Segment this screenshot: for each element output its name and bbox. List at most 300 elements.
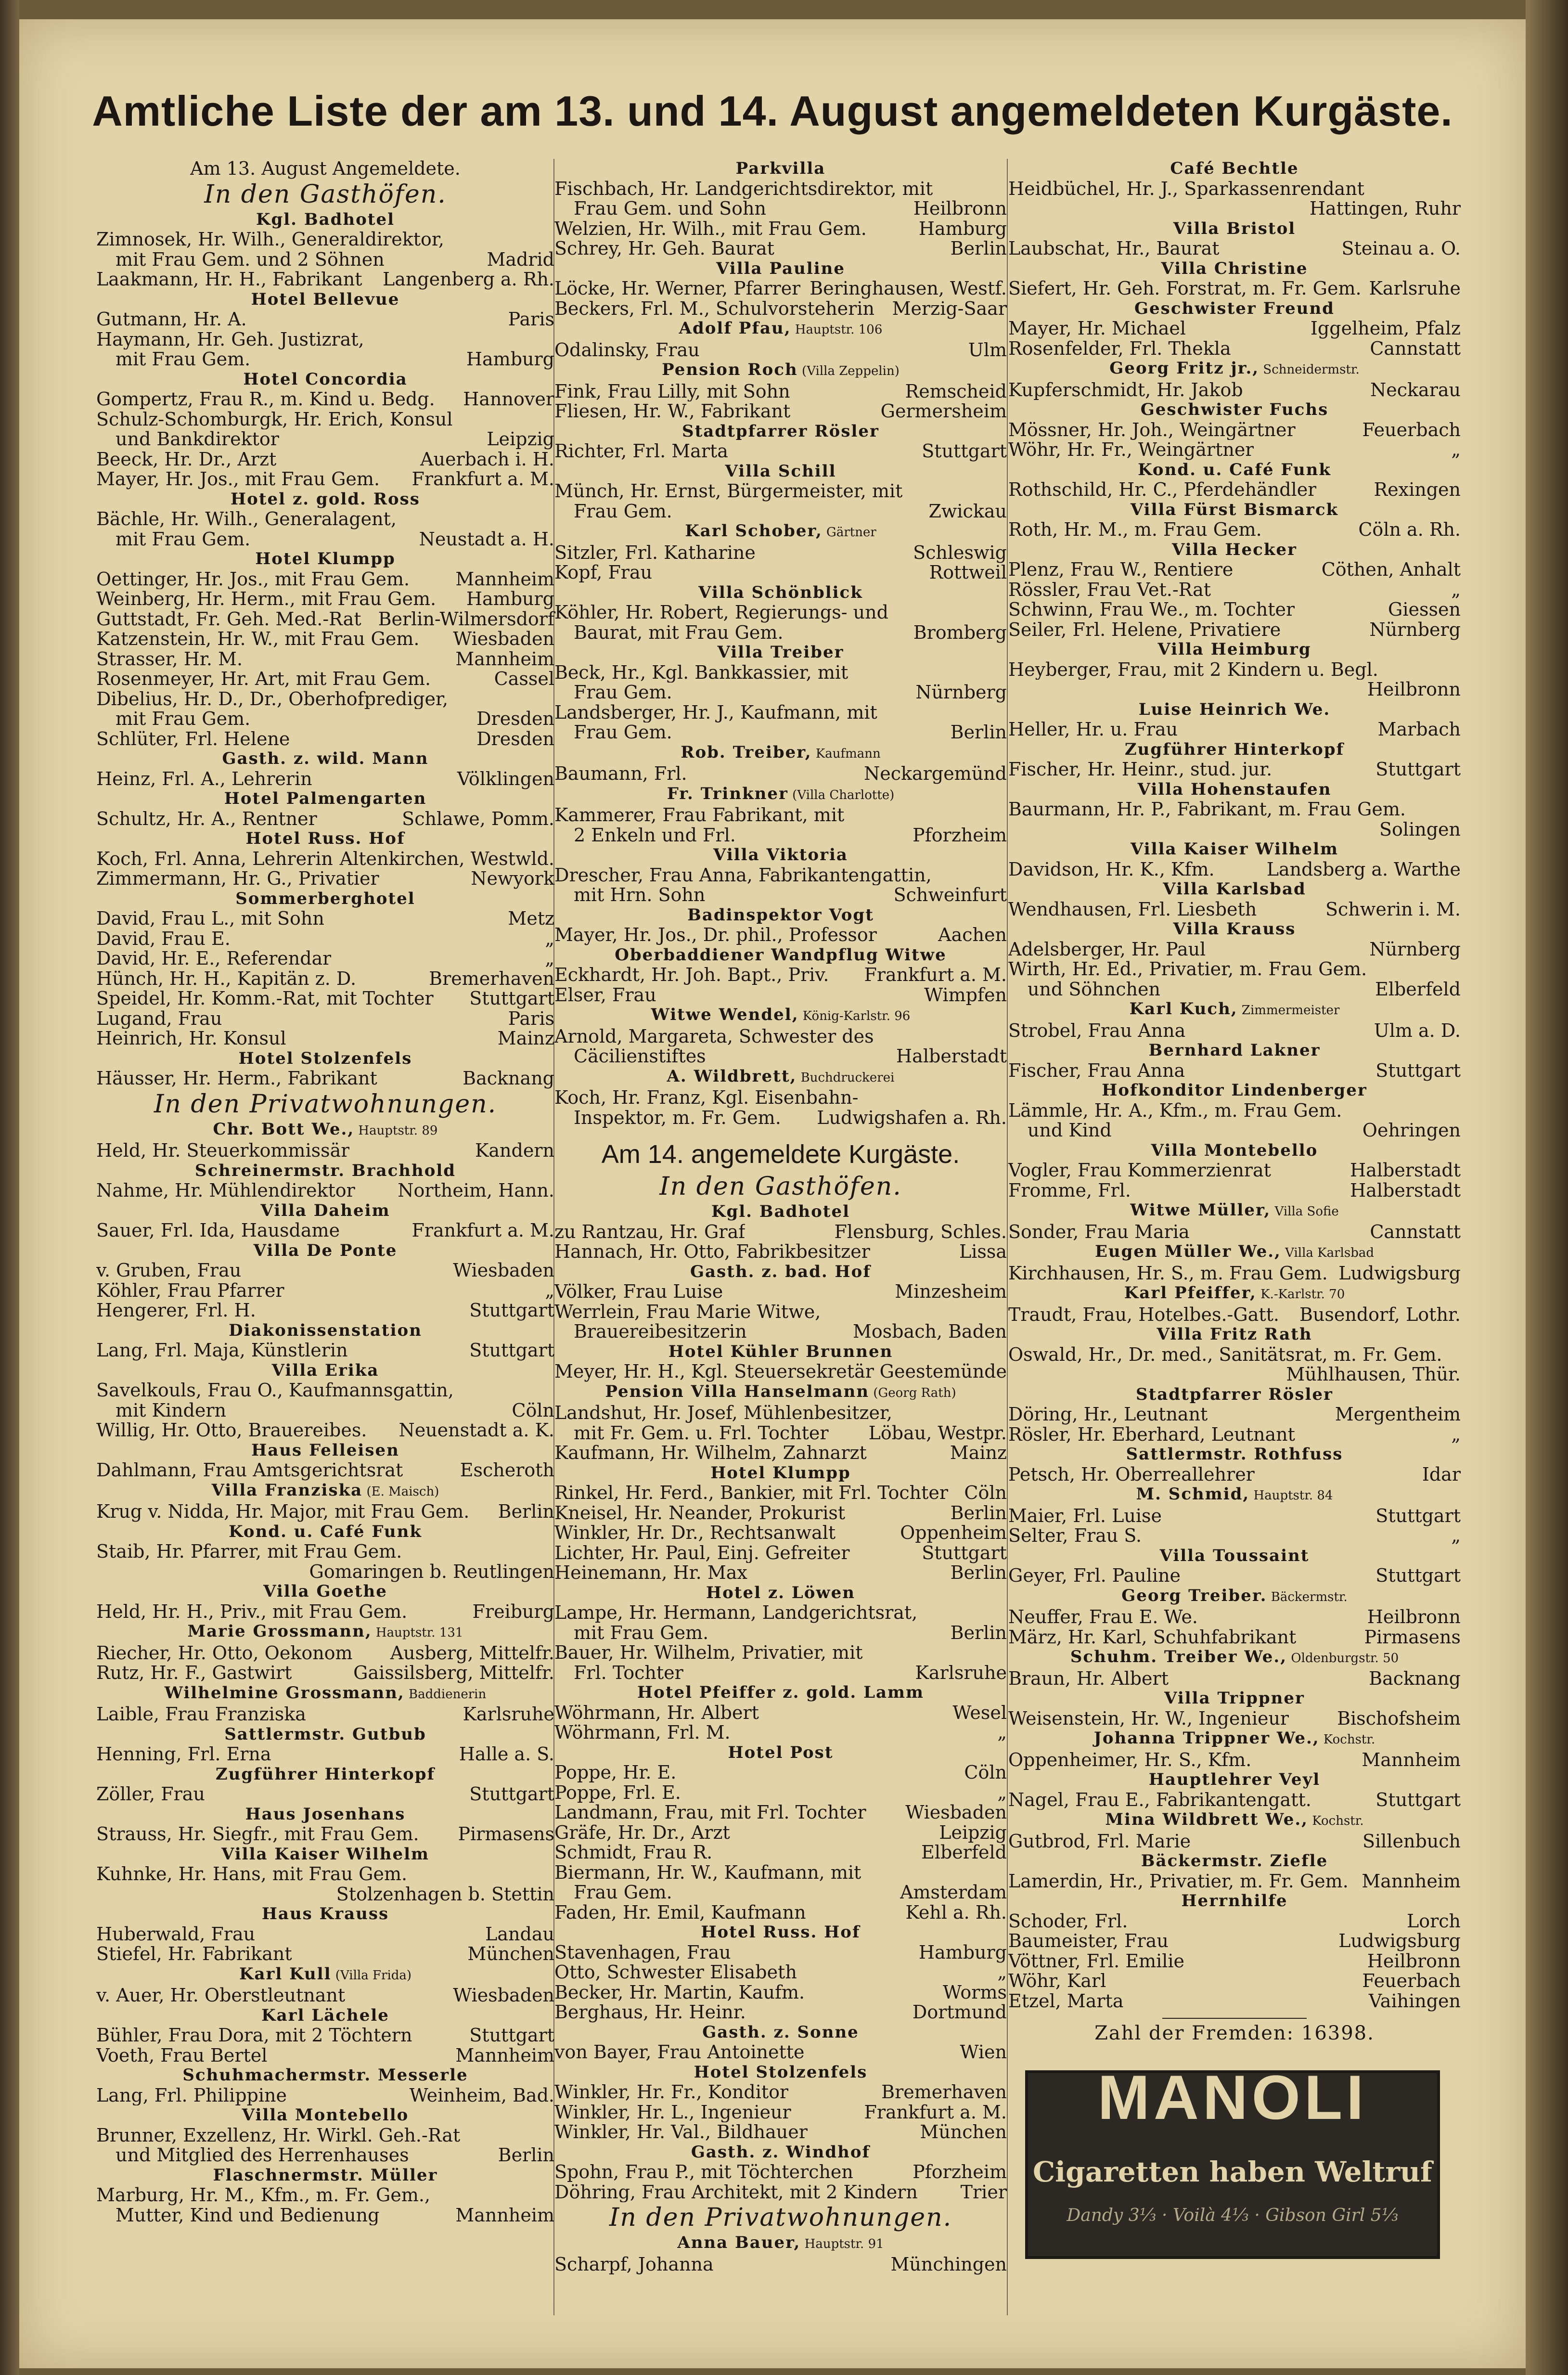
- guest-name: Mössner, Hr. Joh., Weingärtner: [1008, 420, 1296, 440]
- guest-entry: [96, 1281, 554, 1301]
- guest-name: Gräfe, Hr. Dr., Arzt: [554, 1822, 730, 1843]
- guest-hometown: Mühlhausen, Thür.: [1286, 1364, 1461, 1385]
- lodging-name: Stadtpfarrer Rösler: [1136, 1384, 1333, 1404]
- guest-name: Schoder, Frl.: [1008, 1911, 1128, 1931]
- guest-hometown: Berlin: [498, 1501, 554, 1522]
- guest-hometown: Hamburg: [466, 349, 554, 370]
- guest-hometown: Dresden: [476, 708, 554, 729]
- lodging-name: Hotel Stolzenfels: [694, 2062, 868, 2082]
- guest-entry: [96, 1704, 554, 1725]
- guest-entry: [96, 969, 554, 989]
- guest-hometown: Bischofsheim: [1337, 1707, 1461, 1729]
- lodging-address: Kochstr.: [1308, 1814, 1364, 1828]
- lodging-name: Flaschnermstr. Müller: [213, 2165, 438, 2185]
- guest-name: Mayer, Hr. Jos., mit Frau Gem.: [96, 469, 380, 490]
- guest-hometown: Leipzig: [487, 428, 554, 450]
- guest-name: Seiler, Frl. Helene, Privatiere: [1008, 620, 1281, 640]
- guest-hometown: Neuenstadt a. K.: [398, 1420, 554, 1441]
- guest-name: Lang, Frl. Philippine: [96, 2085, 287, 2105]
- lodging-name: Villa Goethe: [263, 1582, 387, 1601]
- guest-hometown: Merzig-Saar: [892, 297, 1007, 319]
- lodging-heading: [1008, 1586, 1461, 1608]
- guest-name: Eckhardt, Hr. Joh. Bapt., Priv.: [554, 965, 829, 985]
- guest-name: Baumeister, Frau: [1008, 1931, 1169, 1951]
- guest-hometown: Solingen: [1379, 818, 1461, 840]
- guest-hometown: Stuttgart: [922, 1542, 1007, 1563]
- lodging-name: Villa Fürst Bismarck: [1130, 500, 1339, 519]
- guest-name: Gutmann, Hr. A.: [96, 310, 247, 330]
- lodging-name: Hotel Klumpp: [710, 1463, 851, 1483]
- lodging-name: Pension Villa Hanselmann: [605, 1381, 870, 1401]
- guest-name: Fromme, Frl.: [1008, 1180, 1131, 1200]
- guest-entry: [554, 1543, 1007, 1563]
- guest-entry: [96, 1663, 554, 1683]
- guest-hometown: Pirmasens: [458, 1823, 554, 1845]
- guest-entry: [1008, 520, 1461, 540]
- guest-hometown: Heilbronn: [1367, 1950, 1461, 1972]
- guest-name: Welzien, Hr. Wilh., mit Frau Gem.: [554, 219, 867, 239]
- guest-name: Baurat, mit Frau Gem.: [574, 622, 784, 643]
- lodging-heading: [96, 829, 554, 849]
- guest-name: Landshut, Hr. Josef, Mühlenbesitzer,: [554, 1403, 893, 1423]
- guest-entry: [554, 2162, 1007, 2182]
- lodging-name: Hotel Post: [728, 1743, 834, 1762]
- lodging-heading: [96, 1622, 554, 1643]
- lodging-heading: [1008, 1647, 1461, 1669]
- guest-entry: [554, 1222, 1007, 1242]
- lodging-name: Hofkonditor Lindenberger: [1102, 1081, 1367, 1100]
- lodging-heading: [1008, 700, 1461, 720]
- guest-name: Traudt, Frau, Hotelbes.-Gatt.: [1008, 1304, 1280, 1325]
- lodging-heading: [96, 1441, 554, 1461]
- guest-name: Zimmermann, Hr. G., Privatier: [96, 869, 379, 889]
- guest-hometown: Backnang: [1369, 1667, 1461, 1689]
- lodging-heading: [554, 1005, 1007, 1027]
- lodging-heading: [1008, 259, 1461, 279]
- guest-name: Held, Hr. Steuerkommissär: [96, 1141, 350, 1161]
- lodging-heading: [554, 2143, 1007, 2163]
- lodging-heading: [96, 1201, 554, 1221]
- guest-entry: [96, 330, 554, 350]
- guest-name: Lämmle, Hr. A., Kfm., m. Frau Gem.: [1008, 1100, 1342, 1121]
- guest-entry: [96, 1784, 554, 1805]
- guest-name: Fischer, Frau Anna: [1008, 1060, 1185, 1081]
- guest-entry: [96, 2185, 554, 2206]
- guest-entry: [1008, 1911, 1461, 1932]
- guest-name: Heinemann, Hr. Max: [554, 1563, 747, 1583]
- guest-entry: [1008, 279, 1461, 299]
- guest-entry: [96, 1009, 554, 1029]
- guest-hometown: Heilbronn: [1367, 1606, 1461, 1627]
- guest-hometown: Oppenheim: [900, 1522, 1007, 1543]
- lodging-heading: [1008, 1445, 1461, 1465]
- guest-entry: [554, 441, 1007, 462]
- lodging-address: (E. Maisch): [362, 1484, 439, 1499]
- lodging-heading: [1008, 1081, 1461, 1101]
- guest-hometown: Heilbronn: [913, 198, 1007, 219]
- guest-hometown: Hattingen, Ruhr: [1309, 198, 1461, 219]
- guest-entry: [96, 250, 554, 270]
- guest-name: Sauer, Frl. Ida, Hausdame: [96, 1221, 340, 1241]
- guest-hometown: Remscheid: [905, 380, 1007, 402]
- lodging-heading: [554, 360, 1007, 382]
- guest-hometown: „: [545, 1279, 554, 1301]
- guest-hometown: Metz: [508, 908, 554, 929]
- column-3: [1008, 159, 1461, 2259]
- lodging-heading: [96, 1805, 554, 1825]
- guest-entry: [96, 1924, 554, 1945]
- ad-brand: MANOLI: [1097, 2062, 1368, 2132]
- guest-name: Frl. Tochter: [574, 1663, 683, 1683]
- guest-name: Spohn, Frau P., mit Töchterchen: [554, 2162, 853, 2182]
- guest-entry: [554, 1483, 1007, 1503]
- guest-name: Rösler, Hr. Eberhard, Leutnant: [1008, 1424, 1295, 1445]
- guest-entry: [96, 709, 554, 729]
- lodging-heading: [554, 743, 1007, 764]
- guest-hometown: Bremerhaven: [429, 968, 554, 989]
- guest-entry: [554, 1242, 1007, 1262]
- guest-entry: [554, 885, 1007, 905]
- guest-entry: [1008, 660, 1461, 680]
- lodging-heading: [554, 1067, 1007, 1088]
- guest-hometown: [1002, 1027, 1007, 1047]
- lodging-heading: [554, 422, 1007, 442]
- guest-name: Kneisel, Hr. Neander, Prokurist: [554, 1503, 846, 1523]
- guest-name: Schwinn, Frau We., m. Tochter: [1008, 600, 1295, 620]
- lodging-heading: [96, 1904, 554, 1924]
- guest-hometown: [550, 230, 554, 250]
- lodging-name: Gasth. z. wild. Mann: [222, 749, 429, 768]
- guest-name: Wöhr, Karl: [1008, 1971, 1106, 1991]
- guest-hometown: Schleswig: [913, 542, 1007, 563]
- lodging-heading: [96, 370, 554, 390]
- guest-name: Marburg, Hr. M., Kfm., m. Fr. Gem.,: [96, 2185, 431, 2206]
- guest-entry: [96, 509, 554, 529]
- column-rule: [1007, 159, 1008, 2315]
- guest-entry: [1008, 1264, 1461, 1284]
- guest-entry: [1008, 720, 1461, 740]
- guest-hometown: Frankfurt a. M.: [864, 2101, 1007, 2123]
- guest-entry: [554, 683, 1007, 703]
- guest-hometown: Pirmasens: [1364, 1626, 1461, 1648]
- guest-hometown: Pforzheim: [913, 824, 1007, 846]
- guest-entry: [554, 1302, 1007, 1322]
- guest-name: mit Hrn. Sohn: [574, 885, 706, 905]
- guest-name: Münch, Hr. Ernst, Bürgermeister, mit: [554, 481, 903, 502]
- guest-entry: [554, 1903, 1007, 1923]
- guest-hometown: Ulm a. D.: [1374, 1020, 1461, 1041]
- lodging-heading: [1008, 219, 1461, 239]
- guest-hometown: Sillenbuch: [1362, 1830, 1461, 1852]
- lodging-heading: [96, 1964, 554, 1986]
- guest-hometown: Berlin: [950, 1562, 1007, 1583]
- guest-entry: [96, 1460, 554, 1481]
- guest-entry: [554, 1523, 1007, 1543]
- guest-hometown: Elberfeld: [921, 1842, 1007, 1863]
- guest-entry: [96, 929, 554, 949]
- lodging-heading: [96, 2065, 554, 2086]
- guest-entry: [1008, 1222, 1461, 1242]
- lodging-address: Kaufmann: [811, 746, 881, 761]
- guest-hometown: Dortmund: [912, 2001, 1007, 2023]
- guest-hometown: Ludwigsburg: [1338, 1930, 1461, 1951]
- guest-hometown: [1456, 179, 1461, 199]
- lodging-heading: [96, 1161, 554, 1181]
- lodging-name: Hotel Bellevue: [251, 289, 400, 309]
- guest-hometown: [1002, 1603, 1007, 1623]
- guest-name: Lang, Frl. Maja, Künstlerin: [96, 1341, 348, 1361]
- guest-hometown: Weinheim, Bad.: [409, 2084, 554, 2106]
- lodging-address: Gärtner: [822, 525, 876, 540]
- guest-hometown: „: [1451, 439, 1461, 460]
- lodging-heading: [1008, 359, 1461, 380]
- date-heading: Am 14. angemeldete Kurgäste.: [601, 1140, 960, 1169]
- guest-hometown: Wesel: [952, 1702, 1007, 1723]
- lodging-address: Hauptstr. 91: [800, 2237, 884, 2251]
- guest-hometown: Auerbach i. H.: [420, 448, 554, 470]
- guest-entry: [554, 2103, 1007, 2123]
- lodging-heading: [1008, 1810, 1461, 1832]
- lodging-address: Zimmermeister: [1237, 1003, 1340, 1018]
- lodging-name: Geschwister Freund: [1134, 298, 1335, 318]
- lodging-name: Karl Schober,: [685, 521, 823, 541]
- guest-hometown: Leipzig: [939, 1821, 1007, 1843]
- lodging-name: Witwe Wendel,: [651, 1005, 799, 1024]
- guest-entry: [554, 481, 1007, 502]
- guest-entry: [1008, 1465, 1461, 1485]
- guest-name: Gutbrod, Frl. Marie: [1008, 1831, 1191, 1851]
- lodging-heading: [1008, 1283, 1461, 1305]
- lodging-address: Villa Karlsbad: [1281, 1246, 1374, 1260]
- lodging-name: Sattlermstr. Rothfuss: [1126, 1445, 1343, 1464]
- guest-entry: [554, 543, 1007, 563]
- lodging-name: Gasth. z. Windhof: [691, 2142, 871, 2162]
- guest-hometown: Berlin: [498, 2144, 554, 2166]
- guest-entry: [554, 865, 1007, 886]
- guest-name: Hünch, Hr. H., Kapitän z. D.: [96, 968, 357, 989]
- guest-hometown: Steinau a. O.: [1341, 238, 1461, 259]
- guest-hometown: Langenberg a. Rh.: [382, 269, 554, 290]
- lodging-heading: [1008, 999, 1461, 1021]
- lodging-name: Kgl. Badhotel: [256, 209, 395, 229]
- lodging-name: Villa Kaiser Wilhelm: [221, 1844, 430, 1864]
- guest-name: Laakmann, Hr. H., Fabrikant: [96, 270, 362, 290]
- guest-hometown: „: [1451, 579, 1461, 600]
- guest-hometown: Gomaringen b. Reutlingen: [309, 1561, 554, 1582]
- lodging-heading: [554, 2023, 1007, 2043]
- guest-entry: [96, 769, 554, 789]
- guest-name: Rosenmeyer, Hr. Art, mit Frau Gem.: [96, 669, 431, 689]
- guest-hometown: Kandern: [475, 1140, 554, 1161]
- guest-hometown: Marbach: [1377, 719, 1461, 740]
- column-3-list: [1008, 159, 1461, 2011]
- guest-name: Beck, Hr., Kgl. Bankkassier, mit: [554, 662, 848, 683]
- guest-entry: [1008, 620, 1461, 640]
- lodging-heading: [96, 889, 554, 909]
- guest-name: Dibelius, Hr. D., Dr., Oberhofprediger,: [96, 689, 449, 709]
- lodging-name: Hotel Stolzenfels: [238, 1048, 412, 1068]
- lodging-address: (Villa Frida): [331, 1968, 412, 1983]
- lodging-name: Rob. Treiber,: [681, 742, 812, 762]
- guest-name: und Kind: [1028, 1121, 1112, 1141]
- guest-name: Brauereibesitzerin: [574, 1322, 747, 1342]
- guest-name: Winkler, Hr. Fr., Konditor: [554, 2082, 789, 2103]
- section-heading: In den Gasthöfen.: [204, 180, 447, 209]
- guest-name: Weisenstein, Hr. W., Ingenieur: [1008, 1708, 1289, 1729]
- guest-entry: [1008, 1832, 1461, 1852]
- guest-name: Gompertz, Frau R., m. Kind u. Bedg.: [96, 389, 435, 410]
- guest-entry: [96, 349, 554, 370]
- guest-hometown: Northeim, Hann.: [398, 1180, 554, 1201]
- guest-name: Heidbüchel, Hr. J., Sparkassenrendant: [1008, 179, 1364, 199]
- guest-name: Vogler, Frau Kommerzienrat: [1008, 1161, 1271, 1181]
- guest-entry: [1008, 420, 1461, 440]
- guest-hometown: Amsterdam: [900, 1882, 1007, 1903]
- guest-hometown: Stuttgart: [1375, 1789, 1461, 1810]
- lodging-heading: [96, 210, 554, 230]
- lodging-address: König-Karlstr. 96: [798, 1009, 911, 1023]
- guest-hometown: Heilbronn: [1367, 679, 1461, 700]
- guest-entry: [554, 2082, 1007, 2103]
- guest-name: März, Hr. Karl, Schuhfabrikant: [1008, 1627, 1297, 1647]
- guest-name: David, Frau L., mit Sohn: [96, 909, 324, 929]
- guest-name: Strasser, Hr. M.: [96, 649, 243, 669]
- guest-name: David, Hr. E., Referendar: [96, 949, 332, 969]
- guest-entry: [96, 1301, 554, 1321]
- guest-name: Maier, Frl. Luise: [1008, 1506, 1162, 1526]
- manoli-advertisement: [1025, 2062, 1440, 2259]
- guest-hometown: [1456, 800, 1461, 820]
- lodging-name: Hotel Pfeiffer z. gold. Lamm: [637, 1683, 924, 1702]
- guest-name: mit Frau Gem.: [116, 709, 251, 729]
- book-binding-left: [0, 0, 19, 2375]
- guest-entry: [554, 1503, 1007, 1523]
- guest-hometown: Nürnberg: [1369, 619, 1461, 640]
- lodging-name: Villa Schönblick: [698, 582, 863, 602]
- guest-hometown: Stuttgart: [1375, 1505, 1461, 1526]
- guest-hometown: [1002, 481, 1007, 502]
- guest-name: Hannach, Hr. Otto, Fabrikbesitzer: [554, 1242, 870, 1262]
- guest-entry: [96, 1381, 554, 1401]
- guest-entry: [1008, 820, 1461, 840]
- guest-hometown: [1002, 805, 1007, 826]
- guest-entry: [1008, 1931, 1461, 1951]
- guest-entry: [554, 1108, 1007, 1128]
- lodging-name: Villa Treiber: [717, 643, 844, 662]
- lodging-heading: [96, 1582, 554, 1602]
- guest-name: Völker, Frau Luise: [554, 1282, 723, 1302]
- guest-entry: [96, 270, 554, 290]
- guest-name: Katzenstein, Hr. W., mit Frau Gem.: [96, 629, 420, 649]
- guest-hometown: [1002, 603, 1007, 623]
- lodging-name: Hotel Klumpp: [255, 549, 396, 568]
- guest-entry: [96, 450, 554, 470]
- guest-hometown: Iggelheim, Pfalz: [1310, 318, 1461, 339]
- guest-name: Becker, Hr. Martin, Kaufm.: [554, 1982, 805, 2002]
- guest-entry: [96, 1261, 554, 1281]
- guest-name: Fink, Frau Lilly, mit Sohn: [554, 381, 790, 401]
- guest-name: Odalinsky, Frau: [554, 340, 700, 360]
- guest-name: Roth, Hr. M., m. Frau Gem.: [1008, 520, 1262, 540]
- guest-hometown: [1002, 865, 1007, 886]
- guest-entry: [96, 909, 554, 929]
- guest-entry: [96, 1181, 554, 1201]
- guest-hometown: Stuttgart: [469, 1340, 554, 1361]
- lodging-name: Herrnhilfe: [1181, 1891, 1288, 1910]
- lodging-address: Oldenburgstr. 50: [1287, 1651, 1399, 1665]
- guest-hometown: München: [467, 1943, 554, 1964]
- guest-entry: [96, 429, 554, 450]
- guest-entry: [1008, 480, 1461, 500]
- guest-hometown: Cannstatt: [1370, 337, 1461, 359]
- guest-name: Elser, Frau: [554, 985, 656, 1005]
- guest-name: Häusser, Hr. Herm., Fabrikant: [96, 1069, 377, 1089]
- guest-name: Dahlmann, Frau Amtsgerichtsrat: [96, 1460, 403, 1481]
- lodging-heading: [554, 643, 1007, 663]
- guest-hometown: „: [997, 1722, 1007, 1743]
- guest-name: Scharpf, Johanna: [554, 2254, 714, 2274]
- guest-hometown: Cöln a. Rh.: [1358, 519, 1461, 540]
- lodging-heading: [554, 319, 1007, 340]
- lodging-heading: [1008, 400, 1461, 420]
- guest-name: Rosenfelder, Frl. Thekla: [1008, 338, 1231, 359]
- guest-entry: [1008, 199, 1461, 219]
- guest-entry: [1008, 1345, 1461, 1365]
- guest-entry: [96, 1885, 554, 1905]
- guest-entry: [554, 965, 1007, 985]
- guest-name: Oettinger, Hr. Jos., mit Frau Gem.: [96, 569, 410, 589]
- guest-entry: [96, 849, 554, 869]
- guest-hometown: Cöln: [512, 1399, 554, 1421]
- lodging-heading: [554, 845, 1007, 865]
- lodging-heading: [1008, 1484, 1461, 1506]
- guest-entry: [96, 2046, 554, 2066]
- guest-name: Voeth, Frau Bertel: [96, 2045, 268, 2065]
- section-heading: In den Privatwohnungen.: [609, 2203, 952, 2232]
- guest-entry: [96, 1141, 554, 1161]
- guest-name: Cäcilienstiftes: [574, 1046, 706, 1067]
- guest-entry: [1008, 179, 1461, 199]
- guest-entry: [96, 410, 554, 430]
- lodging-name: Café Bechtle: [1170, 159, 1299, 178]
- guest-entry: [554, 179, 1007, 199]
- guest-name: Riecher, Hr. Otto, Oekonom: [96, 1643, 353, 1663]
- lodging-heading: [554, 2063, 1007, 2083]
- guest-entry: [554, 2255, 1007, 2275]
- guest-hometown: Mainz: [497, 1028, 554, 1049]
- guest-name: Werrlein, Frau Marie Witwe,: [554, 1302, 821, 1322]
- lodging-name: Mina Wildbrett We.,: [1105, 1810, 1309, 1829]
- guest-name: Haymann, Hr. Geh. Justizrat,: [96, 329, 364, 349]
- lodging-heading: [96, 1725, 554, 1745]
- lodging-name: Villa Viktoria: [713, 845, 848, 865]
- guest-entry: [1008, 1607, 1461, 1627]
- guest-entry: [554, 623, 1007, 643]
- guest-name: Wirth, Hr. Ed., Privatier, m. Frau Gem.: [1008, 959, 1367, 980]
- guest-name: mit Frau Gem.: [116, 349, 251, 370]
- guest-entry: [1008, 1627, 1461, 1648]
- guest-entry: [1008, 1181, 1461, 1201]
- guest-name: Henning, Frl. Erna: [96, 1744, 271, 1765]
- guest-name: Meyer, Hr. H., Kgl. Steuersekretär: [554, 1362, 874, 1382]
- guest-hometown: Cöthen, Anhalt: [1321, 559, 1461, 580]
- guest-entry: [1008, 1669, 1461, 1689]
- guest-entry: [554, 1362, 1007, 1382]
- guest-entry: [554, 723, 1007, 743]
- guest-hometown: [550, 2126, 554, 2146]
- guest-name: Inspektor, m. Fr. Gem.: [574, 1108, 781, 1128]
- guest-hometown: Halberstadt: [1350, 1160, 1461, 1181]
